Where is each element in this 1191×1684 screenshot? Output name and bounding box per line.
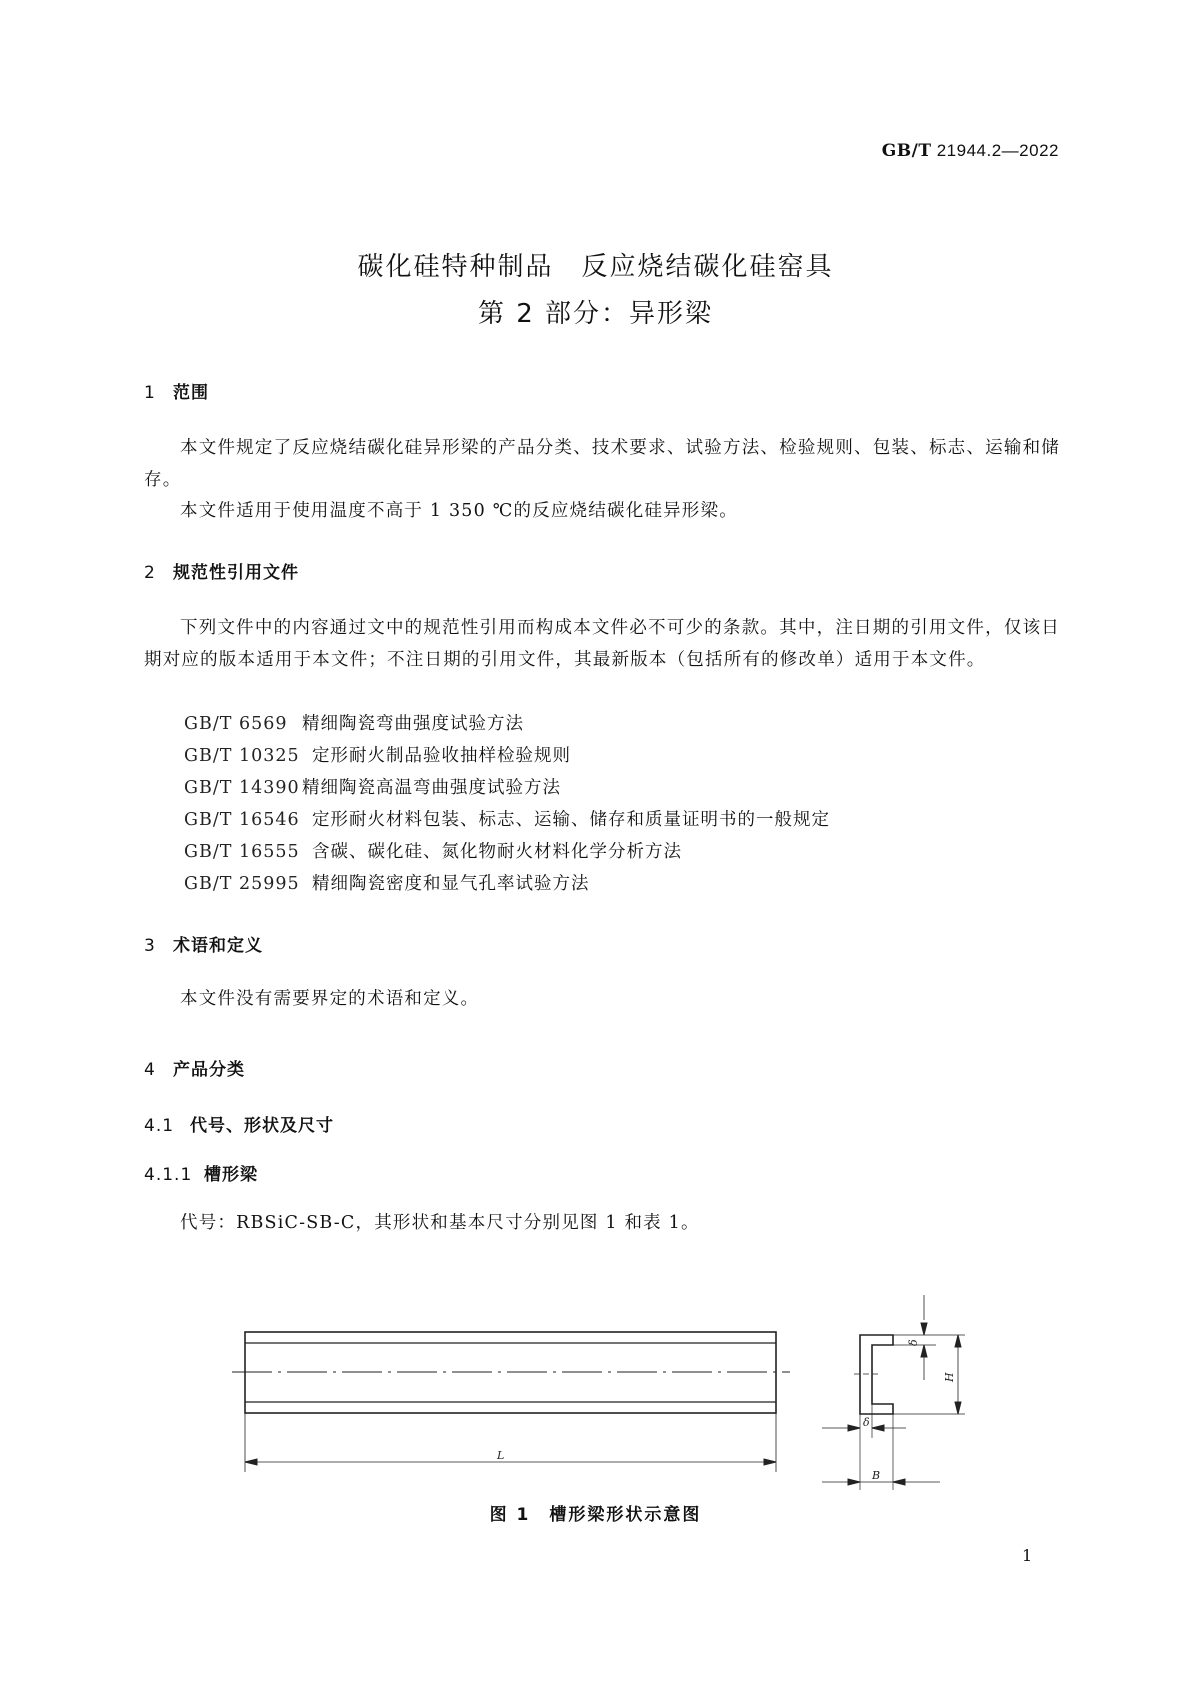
reference-item: GB/T 16546 定形耐火材料包装、标志、运输、储存和质量证明书的一般规定 [184, 810, 830, 830]
dimension-label-width: B [872, 1469, 881, 1482]
section-2-paragraph: 下列文件中的内容通过文中的规范性引用而构成本文件必不可少的条款。其中，注日期的引用文件，仅该日期对应的版本适用于本文件；不注日期的引用文件，其最新版本（包括所有的修改单）适用于本文件。 [144, 618, 1060, 670]
reference-item: GB/T 16555 含碳、碳化硅、氮化物耐火材料化学分析方法 [184, 842, 682, 862]
section-1-heading: 1 范围 [144, 383, 209, 403]
document-title-line1: 碳化硅特种制品 反应烧结碳化硅窑具 [357, 252, 834, 282]
section-3-heading: 3 术语和定义 [144, 936, 263, 956]
section-1-paragraph-1: 本文件规定了反应烧结碳化硅异形梁的产品分类、技术要求、试验方法、检验规则、包装、标志、运输和储存。 [144, 438, 1060, 490]
section-3-paragraph: 本文件没有需要界定的术语和定义。 [180, 989, 480, 1009]
side-view [232, 1332, 790, 1472]
section-4-heading: 4 产品分类 [144, 1060, 245, 1080]
section-2-heading: 2 规范性引用文件 [144, 563, 299, 583]
subsection-4-1-heading: 4.1 代号、形状及尺寸 [144, 1116, 334, 1136]
dimension-label-delta-top: δ [907, 1339, 920, 1346]
cross-section-view [822, 1295, 965, 1490]
standard-prefix: GB/T [881, 141, 932, 161]
subsection-4-1-1-heading: 4.1.1 槽形梁 [144, 1165, 258, 1185]
standard-number: 21944.2—2022 [936, 141, 1059, 160]
figure-caption: 图 1 槽形梁形状示意图 [489, 1505, 702, 1525]
reference-item: GB/T 14390 精细陶瓷高温弯曲强度试验方法 [184, 778, 561, 798]
subsection-4-1-1-paragraph: 代号：RBSiC-SB-C，其形状和基本尺寸分别见图 1 和表 1。 [180, 1213, 700, 1233]
reference-item: GB/T 25995 精细陶瓷密度和显气孔率试验方法 [184, 874, 590, 894]
dimension-label-delta-bottom: δ [863, 1416, 870, 1429]
reference-item: GB/T 6569 精细陶瓷弯曲强度试验方法 [184, 714, 524, 734]
dimension-label-height: H [943, 1372, 956, 1382]
page-number: 1 [1022, 1546, 1033, 1565]
section-1-paragraph-2: 本文件适用于使用温度不高于 1 350 ℃的反应烧结碳化硅异形梁。 [180, 501, 738, 521]
document-title-line2: 第 2 部分：异形梁 [477, 299, 714, 329]
dimension-label-length: L [497, 1449, 505, 1462]
reference-item: GB/T 10325 定形耐火制品验收抽样检验规则 [184, 746, 571, 766]
